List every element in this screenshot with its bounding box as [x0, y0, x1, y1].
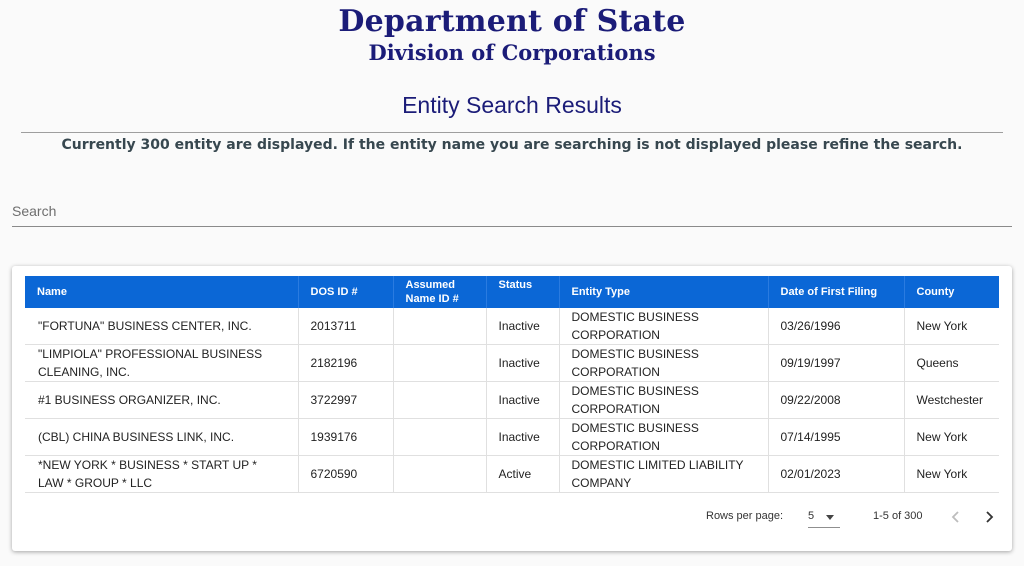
results-table — [25, 276, 999, 493]
cell-entity-type: DOMESTIC BUSINESS CORPORATION — [559, 308, 768, 345]
rows-per-page-label: Rows per page: — [706, 510, 784, 522]
cell-name[interactable]: *NEW YORK * BUSINESS * START UP * LAW * GROUP * LLC — [25, 456, 298, 493]
cell-status: Inactive — [486, 382, 559, 419]
column-header-dos-id[interactable]: DOS ID # — [298, 276, 393, 308]
chevron-left-icon — [946, 506, 966, 528]
cell-assumed-name-id — [393, 345, 486, 382]
cell-status: Inactive — [486, 345, 559, 382]
rows-per-page-select[interactable] — [808, 506, 840, 528]
cell-county: Westchester — [904, 382, 999, 419]
cell-name[interactable]: "LIMPIOLA" PROFESSIONAL BUSINESS CLEANING, INC. — [25, 345, 298, 382]
cell-assumed-name-id — [393, 308, 486, 345]
caret-down-icon — [826, 515, 834, 520]
cell-county: New York — [904, 419, 999, 456]
cell-entity-type: DOMESTIC BUSINESS CORPORATION — [559, 345, 768, 382]
cell-date-first-filing: 09/22/2008 — [768, 382, 904, 419]
next-page-button[interactable] — [979, 506, 999, 528]
cell-status: Inactive — [486, 419, 559, 456]
column-header-date-first-filing[interactable]: Date of First Filing — [768, 276, 904, 308]
cell-assumed-name-id — [393, 419, 486, 456]
cell-date-first-filing: 03/26/1996 — [768, 308, 904, 345]
pagination-bar — [12, 506, 1012, 530]
cell-dos-id: 2013711 — [298, 308, 393, 345]
results-card — [12, 266, 1012, 551]
cell-county: Queens — [904, 345, 999, 382]
page-title: Entity Search Results — [402, 92, 622, 118]
cell-date-first-filing: 09/19/1997 — [768, 345, 904, 382]
division-subtitle: Division of Corporations — [368, 40, 656, 65]
cell-name[interactable]: (CBL) CHINA BUSINESS LINK, INC. — [25, 419, 298, 456]
cell-county: New York — [904, 456, 999, 493]
previous-page-button[interactable] — [946, 506, 966, 528]
divider — [21, 132, 1003, 133]
column-header-name[interactable]: Name — [25, 276, 298, 308]
search-field — [12, 197, 1012, 227]
cell-dos-id: 3722997 — [298, 382, 393, 419]
department-title: Department of State — [338, 4, 686, 39]
cell-date-first-filing: 07/14/1995 — [768, 419, 904, 456]
cell-name[interactable]: #1 BUSINESS ORGANIZER, INC. — [25, 382, 298, 419]
cell-status: Active — [486, 456, 559, 493]
cell-status: Inactive — [486, 308, 559, 345]
cell-county: New York — [904, 308, 999, 345]
table-row[interactable] — [25, 456, 999, 493]
rows-per-page-value: 5 — [808, 510, 815, 522]
table-row[interactable] — [25, 419, 999, 456]
results-notice: Currently 300 entity are displayed. If the entity name you are searching is not displayed please refine the search. — [61, 137, 963, 153]
column-header-assumed-name-id[interactable] — [393, 276, 486, 308]
cell-assumed-name-id — [393, 456, 486, 493]
column-header-assumed-line2: Name ID # — [405, 293, 459, 305]
search-input[interactable] — [12, 197, 1012, 225]
table-header-row — [25, 276, 999, 308]
column-header-status[interactable] — [486, 276, 559, 308]
cell-assumed-name-id — [393, 382, 486, 419]
cell-name[interactable]: "FORTUNA" BUSINESS CENTER, INC. — [25, 308, 298, 345]
cell-dos-id: 2182196 — [298, 345, 393, 382]
table-row[interactable] — [25, 308, 999, 345]
table-row[interactable] — [25, 382, 999, 419]
cell-entity-type: DOMESTIC BUSINESS CORPORATION — [559, 382, 768, 419]
cell-entity-type: DOMESTIC BUSINESS CORPORATION — [559, 419, 768, 456]
cell-dos-id: 1939176 — [298, 419, 393, 456]
column-header-county[interactable]: County — [904, 276, 999, 308]
cell-dos-id: 6720590 — [298, 456, 393, 493]
cell-date-first-filing: 02/01/2023 — [768, 456, 904, 493]
cell-entity-type: DOMESTIC LIMITED LIABILITY COMPANY — [559, 456, 768, 493]
column-header-assumed-line1: Assumed — [405, 279, 456, 291]
column-header-status-label: Status — [498, 279, 533, 291]
column-header-entity-type[interactable]: Entity Type — [559, 276, 768, 308]
pagination-range: 1-5 of 300 — [873, 510, 923, 522]
table-row[interactable] — [25, 345, 999, 382]
chevron-right-icon — [979, 506, 999, 528]
